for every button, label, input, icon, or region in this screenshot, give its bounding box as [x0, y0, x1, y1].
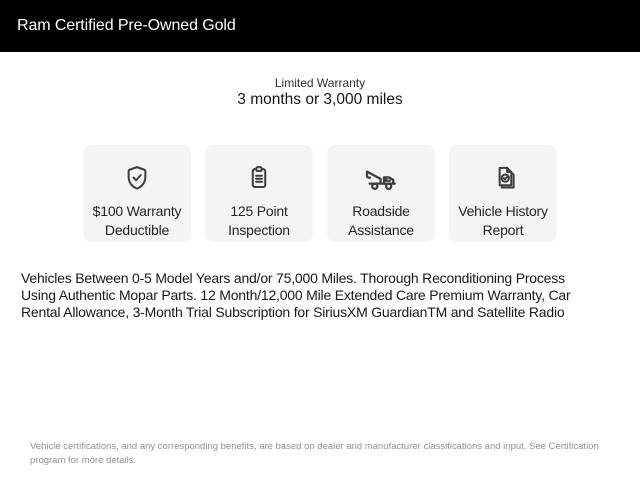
benefits-row: [0, 145, 640, 242]
benefit-label: Roadside Assistance: [348, 203, 414, 238]
page-title: Ram Certified Pre-Owned Gold: [17, 17, 236, 34]
certification-disclaimer: Vehicle certifications, and any corresponding benefits, are based on dealer and manufacturer classifications and input. See Certification program for more details.: [30, 441, 599, 466]
benefit-card-roadside-assistance: [327, 145, 435, 242]
limited-warranty-label: Limited Warranty: [274, 76, 366, 90]
warranty-term-text: 3 months or 3,000 miles: [237, 91, 403, 108]
benefit-label: 125 Point Inspection: [228, 203, 290, 238]
shield-check-icon: [122, 161, 152, 195]
certification-header-bar: [0, 0, 640, 52]
benefit-card-warranty-deductible: [83, 145, 191, 242]
vehicle-history-report-icon: [488, 161, 518, 195]
benefit-label: $100 Warranty Deductible: [92, 203, 182, 238]
tow-truck-icon: [363, 161, 399, 195]
benefit-card-vehicle-history: [449, 145, 557, 242]
clipboard-checklist-icon: [244, 161, 274, 195]
benefit-label: Vehicle History Report: [458, 203, 548, 238]
certification-description: Vehicles Between 0-5 Model Years and/or 75,000 Miles. Thorough Reconditioning Process Using Authentic Mopar Parts. 12 Month/12,000 Mile Extended Care Premium Warranty, Car Rental Allowance, 3-Month Trial Subscription for SiriusXM GuardianTM and Satellite Radio: [21, 270, 571, 320]
benefit-card-point-inspection: [205, 145, 313, 242]
